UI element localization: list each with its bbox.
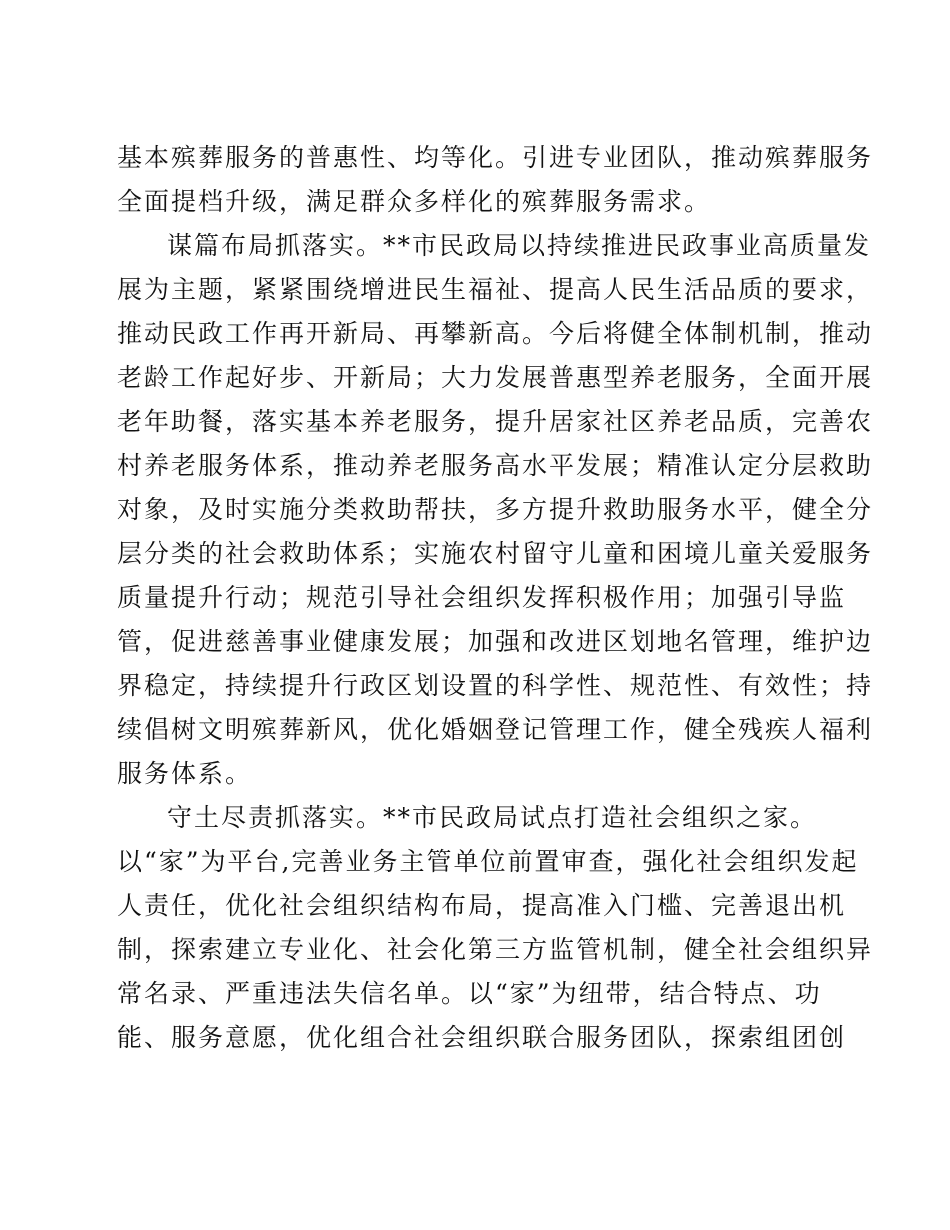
- text-line: 村养老服务体系，推动养老服务高水平发展；精准认定分层救助: [117, 451, 874, 480]
- text-line: 对象，及时实施分类救助帮扶，多方提升救助服务水平，健全分: [117, 495, 874, 524]
- text-line: 以“家”为平台,完善业务主管单位前置审查，强化社会组织发起: [117, 847, 859, 876]
- text-line: 管，促进慈善事业健康发展；加强和改进区划地名管理，维护边: [117, 627, 874, 656]
- text-line: 续倡树文明殡葬新风，优化婚姻登记管理工作，健全残疾人福利: [117, 715, 874, 744]
- paragraph-heading-line: 谋篇布局抓落实。**市民政局以持续推进民政事业高质量发: [167, 231, 872, 260]
- text-line: 制，探索建立专业化、社会化第三方监管机制，健全社会组织异: [117, 935, 874, 964]
- text-line: 推动民政工作再开新局、再攀新高。今后将健全体制机制，推动: [117, 319, 874, 348]
- text-line: 质量提升行动；规范引导社会组织发挥积极作用；加强引导监: [117, 583, 847, 612]
- text-line: 能、服务意愿，优化组合社会组织联合服务团队，探索组团创: [117, 1023, 847, 1052]
- text-line: 展为主题，紧紧围绕增进民生福祉、提高人民生活品质的要求，: [117, 275, 874, 304]
- text-line: 服务体系。: [117, 759, 253, 788]
- text-line: 基本殡葬服务的普惠性、均等化。引进专业团队，推动殡葬服务: [117, 143, 874, 172]
- text-line: 全面提档升级，满足群众多样化的殡葬服务需求。: [117, 187, 712, 216]
- text-line: 老年助餐，落实基本养老服务，提升居家社区养老品质，完善农: [117, 407, 874, 436]
- text-line: 人责任，优化社会组织结构布局，提高准入门槛、完善退出机: [117, 891, 847, 920]
- text-line: 老龄工作起好步、开新局；大力发展普惠型养老服务，全面开展: [117, 363, 874, 392]
- text-line: 常名录、严重违法失信名单。以“家”为纽带，结合特点、功: [117, 979, 822, 1008]
- text-line: 界稳定，持续提升行政区划设置的科学性、规范性、有效性；持: [117, 671, 874, 700]
- paragraph-heading-line: 守土尽责抓落实。**市民政局试点打造社会组织之家。: [167, 803, 818, 832]
- text-line: 层分类的社会救助体系；实施农村留守儿童和困境儿童关爱服务: [117, 539, 874, 568]
